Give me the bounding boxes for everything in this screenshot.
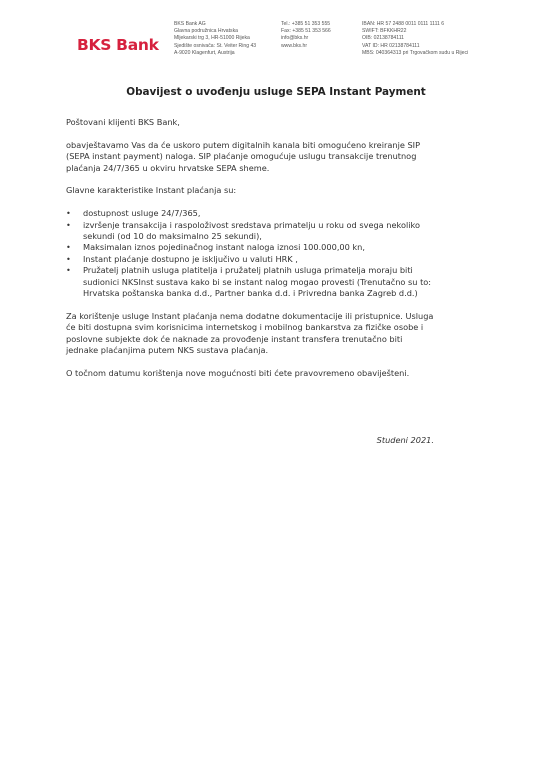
document-title: Obavijest o uvođenju usluge SEPA Instant Payment bbox=[126, 86, 426, 98]
header-oib: OIB: 02138784111 bbox=[362, 35, 405, 42]
features-list bbox=[66, 208, 486, 299]
header-line: BKS Bank AG bbox=[174, 21, 206, 27]
bks-bank-logo: BKS Bank bbox=[77, 36, 159, 54]
header-line: Sjedište osnivača: St. Veiter Ring 43 bbox=[174, 42, 257, 49]
header-line: A-9020 Klagenfurt, Austrija bbox=[174, 49, 235, 56]
list-item-text: Instant plaćanje dostupno je isključivo u valuti HRK , bbox=[83, 253, 298, 264]
list-item-text: Pružatelj platnih usluga platitelja i pružatelj platnih usluga primatelja moraju biti sudionici NKSInst sustava kako bi se instant nalog mogao provesti (Trenutačno su to: Hrvatska poštanska banka d.d., Partner banka d.d. i Privredna banka Zagreb d.d.) bbox=[83, 265, 432, 299]
bullet-icon: • bbox=[66, 208, 71, 219]
header-contact-column bbox=[281, 21, 331, 50]
signature-date: Studeni 2021. bbox=[376, 435, 434, 445]
list-item-text: izvršenje transakcija i raspoloživost sredstava primatelju u roku od svega nekoliko sekundi (od 10 do maksimalno 25 sekundi), bbox=[83, 219, 420, 242]
list-item bbox=[66, 220, 486, 243]
bullet-icon: • bbox=[66, 265, 71, 276]
list-item bbox=[66, 265, 486, 299]
list-item bbox=[66, 208, 486, 219]
paragraph-intro: obavještavamo Vas da će uskoro putem digitalnih kanala biti omogućeno kreiranje SIP (SEPA instant payment) naloga. SIP plaćanje omogućuje uslugu transakcije trenutnog plaćanja 24/7/365 u okviru hrvatske SEPA sheme. bbox=[66, 139, 421, 173]
header-mbs: MBS: 040364313 pri Trgovačkom sudu u Rijeci bbox=[362, 49, 469, 56]
list-item bbox=[66, 242, 486, 253]
list-item-text: dostupnost usluge 24/7/365, bbox=[83, 208, 201, 219]
document-body bbox=[66, 117, 486, 391]
bullet-icon: • bbox=[66, 253, 71, 264]
header-bank-details-column bbox=[362, 21, 468, 57]
list-item-text: Maksimalan iznos pojedinačnog instant naloga iznosi 100.000,00 kn, bbox=[83, 242, 365, 253]
bullet-icon: • bbox=[66, 219, 71, 230]
header-iban: IBAN: HR 57 2488 0011 0111 1111 6 bbox=[362, 21, 445, 27]
header-email: info@bks.hr bbox=[281, 35, 309, 42]
header-vat-id: VAT ID: HR 02138784111 bbox=[362, 42, 420, 49]
header-line: Mljekarski trg 3, HR-51000 Rijeka bbox=[174, 35, 250, 42]
header-address-column bbox=[174, 21, 256, 57]
paragraph-usage: Za korištenje usluge Instant plaćanja nema dodatne dokumentacije ili pristupnice. Usluga će biti dostupna svim korisnicima internetskog i mobilnog bankarstva za fizičke osobe i poslovne subjekte dok će naknade za provođenje instant transfera trenutačno biti jednake plaćanjima putem NKS sustava plaćanja. bbox=[66, 310, 434, 356]
features-list-intro: Glavne karakteristike Instant plaćanja su: bbox=[66, 185, 237, 196]
header-fax: Fax: +385 51 353 566 bbox=[281, 28, 331, 35]
bullet-icon: • bbox=[66, 242, 71, 253]
header-phone: Tel.: +385 51 353 555 bbox=[281, 21, 331, 27]
paragraph-closing: O točnom datumu korištenja nove mogućnosti biti ćete pravovremeno obaviješteni. bbox=[66, 367, 410, 378]
header-line: Glavna podružnica Hrvatska bbox=[174, 28, 238, 35]
header-website: www.bks.hr bbox=[281, 42, 308, 49]
header-swift: SWIFT: BFKKHR22 bbox=[362, 28, 407, 35]
list-item bbox=[66, 254, 486, 265]
greeting: Poštovani klijenti BKS Bank, bbox=[66, 117, 180, 127]
